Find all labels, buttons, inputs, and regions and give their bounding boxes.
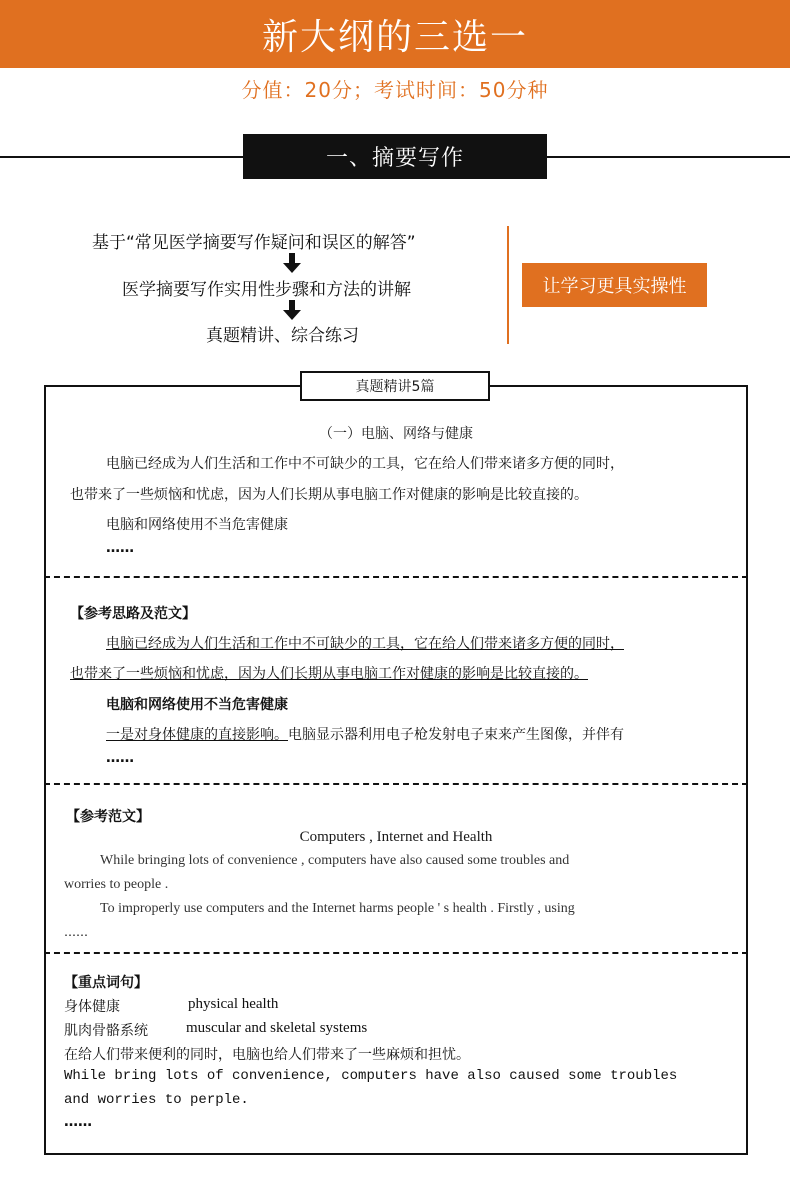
term2-en: muscular and skeletal systems [186,1020,368,1036]
part2-line2: 也带来了一些烦恼和忧虑，因为人们长期从事电脑工作对健康的影响是比较直接的。 [70,666,588,682]
page-title: 新大纲的三选一 [261,16,528,58]
dashed-divider [44,952,748,954]
part2-line4-rest: 电脑显示器利用电子枪发射电子束来产生图像，并伴有 [288,727,624,743]
part1-ellipsis: …… [106,540,134,556]
dashed-divider [44,576,748,578]
box-tab-label: 真题精讲5篇 [300,371,490,401]
part2-line3: 电脑和网络使用不当危害健康 [106,697,288,713]
essay-title: Computers , Internet and Health [299,829,493,845]
part3-line2: worries to people . [64,877,169,892]
part3-line1: While bringing lots of convenience , computers have also caused some troubles and [100,853,570,868]
sentence-cn: 在给人们带来便利的同时，电脑也给人们带来了一些麻烦和担忧。 [64,1047,470,1063]
flow-step-2: 医学摘要写作实用性步骤和方法的讲解 [122,280,411,300]
part3-label: 【参考范文】 [66,809,150,825]
part2-line4 [106,724,624,744]
part3-ellipsis: …… [64,925,88,939]
score-time-subtitle: 分值：20分；考试时间：50分种 [241,78,549,102]
down-arrow-icon [286,253,298,273]
practical-tag: 让学习更具实操性 [522,263,707,307]
dashed-divider [44,783,748,785]
section-divider-left [0,156,243,158]
flow-divider [507,226,509,344]
part2-line4-underlined: 一是对身体健康的直接影响。 [106,727,288,743]
header-banner [0,0,790,68]
sentence-en-line1: While bring lots of convenience, computers have also caused some troubles [64,1068,678,1084]
part2-ellipsis: …… [106,750,134,766]
term2-cn: 肌肉骨骼系统 [64,1023,148,1039]
part1-heading: （一）电脑、网络与健康 [319,426,473,442]
part3-line3: To improperly use computers and the Internet harms people ' s health . Firstly , using [100,901,575,916]
section-divider-right [547,156,790,158]
part4-label: 【重点词句】 [64,975,148,991]
part1-line3: 电脑和网络使用不当危害健康 [106,517,288,533]
part1-line2: 也带来了一些烦恼和忧虑，因为人们长期从事电脑工作对健康的影响是比较直接的。 [70,487,588,503]
section-title: 一、摘要写作 [243,134,547,179]
term1-cn: 身体健康 [64,999,120,1015]
term1-en: physical health [188,996,279,1012]
sentence-en-line2: and worries to perple. [64,1092,249,1108]
flow-step-1: 基于“常见医学摘要写作疑问和误区的解答” [92,233,416,253]
part2-line1: 电脑已经成为人们生活和工作中不可缺少的工具，它在给人们带来诸多方便的同时， [106,636,624,652]
part1-line1: 电脑已经成为人们生活和工作中不可缺少的工具，它在给人们带来诸多方便的同时， [106,456,624,472]
flow-step-3: 真题精讲、综合练习 [206,326,359,346]
part2-label: 【参考思路及范文】 [70,606,196,622]
part4-ellipsis: …… [64,1114,92,1130]
down-arrow-icon [286,300,298,320]
